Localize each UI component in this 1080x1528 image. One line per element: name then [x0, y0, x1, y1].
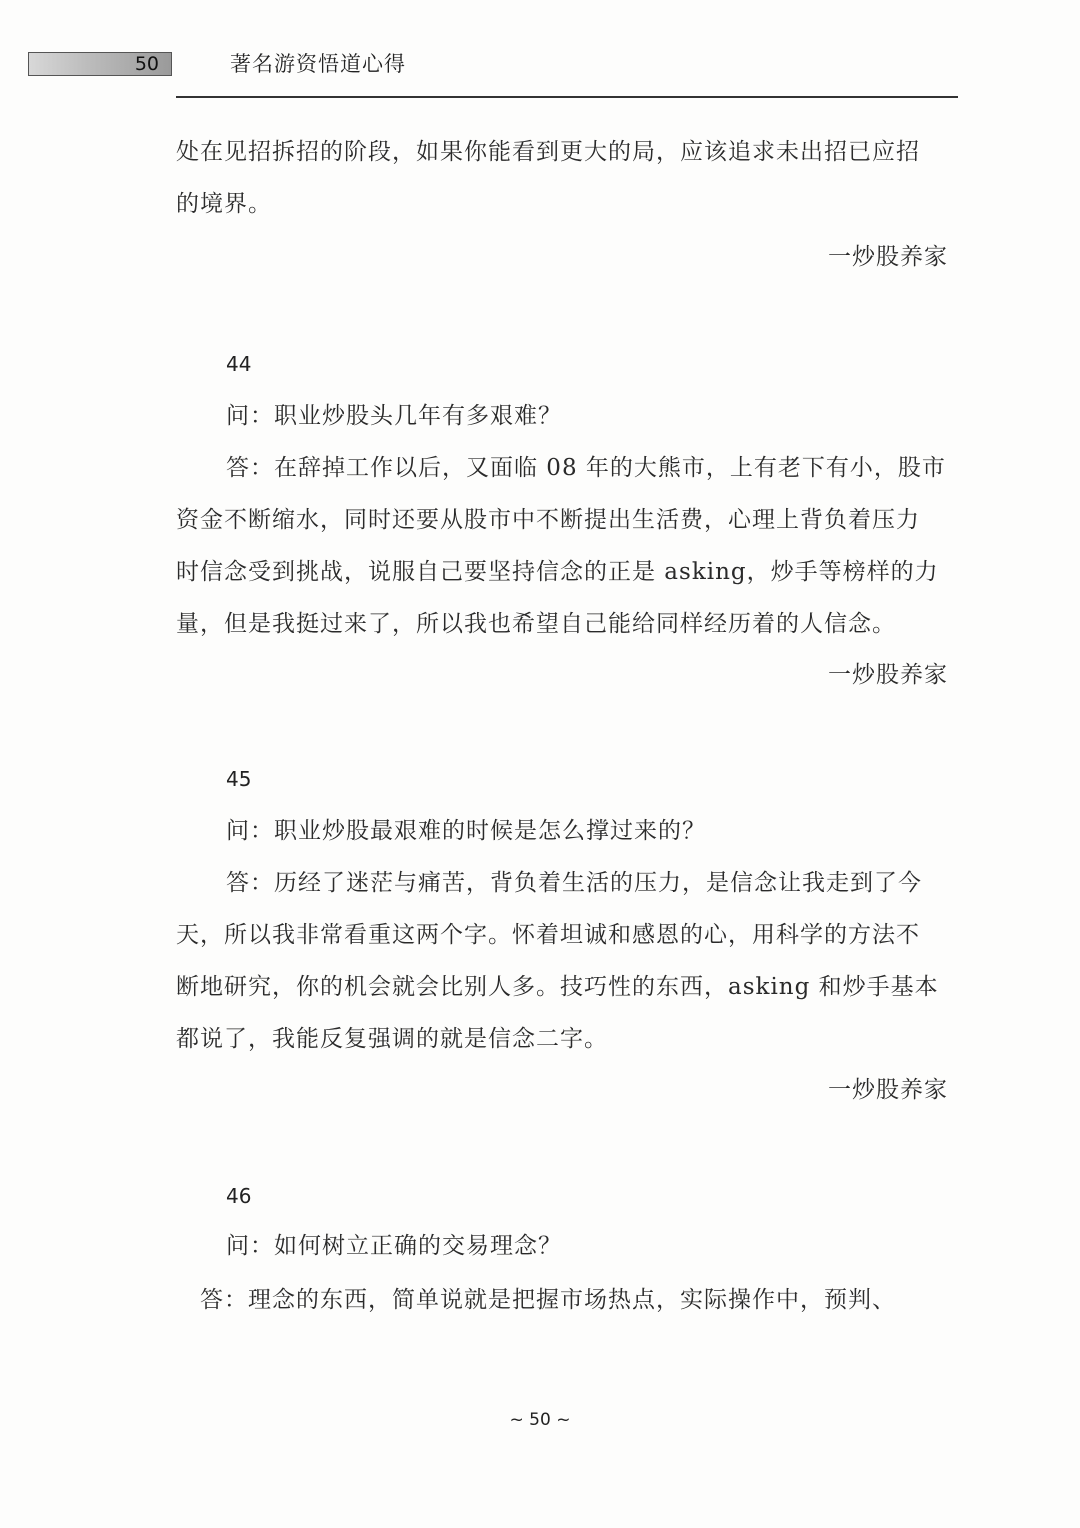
author-signature: 一炒股养家 — [828, 244, 948, 270]
item-number: 44 — [226, 352, 252, 376]
author-signature: 一炒股养家 — [828, 1077, 948, 1103]
header-divider — [176, 96, 958, 98]
footer-page-number: ~ 50 ~ — [509, 1410, 571, 1430]
text-line: 的境界。 — [176, 191, 272, 217]
text-line: 答：在辞掉工作以后，又面临 08 年的大熊市，上有老下有小，股市 — [226, 455, 946, 481]
question-text: 问：职业炒股最艰难的时候是怎么撑过来的？ — [226, 818, 706, 844]
answer-paragraph — [176, 442, 956, 650]
text-line: 答：历经了迷茫与痛苦，背负着生活的压力，是信念让我走到了今 — [226, 870, 922, 896]
question-text: 问：如何树立正确的交易理念？ — [226, 1233, 562, 1259]
answer-paragraph — [200, 1274, 956, 1326]
author-signature: 一炒股养家 — [828, 662, 948, 688]
intro-paragraph — [176, 126, 956, 230]
text-line: 答：理念的东西，简单说就是把握市场热点，实际操作中，预判、 — [200, 1287, 896, 1313]
text-line: 量，但是我挺过来了，所以我也希望自己能给同样经历着的人信念。 — [176, 611, 896, 637]
book-title: 著名游资悟道心得 — [230, 52, 406, 76]
question — [226, 390, 956, 442]
item-number: 45 — [226, 767, 252, 791]
page-number-badge — [28, 52, 172, 76]
question — [226, 805, 956, 857]
answer-paragraph — [176, 857, 956, 1065]
text-line: 断地研究，你的机会就会比别人多。技巧性的东西，asking 和炒手基本 — [176, 974, 939, 1000]
text-line: 时信念受到挑战，说服自己要坚持信念的正是 asking，炒手等榜样的力 — [176, 559, 939, 585]
text-line: 天，所以我非常看重这两个字。怀着坦诚和感恩的心，用科学的方法不 — [176, 922, 920, 948]
question-text: 问：职业炒股头几年有多艰难？ — [226, 403, 562, 429]
text-line: 资金不断缩水，同时还要从股市中不断提出生活费，心理上背负着压力 — [176, 507, 920, 533]
header-page-number: 50 — [134, 53, 159, 75]
text-line: 都说了，我能反复强调的就是信念二字。 — [176, 1026, 608, 1052]
question — [226, 1220, 956, 1272]
text-line: 处在见招拆招的阶段，如果你能看到更大的局，应该追求未出招已应招 — [176, 139, 920, 165]
item-number: 46 — [226, 1184, 252, 1208]
